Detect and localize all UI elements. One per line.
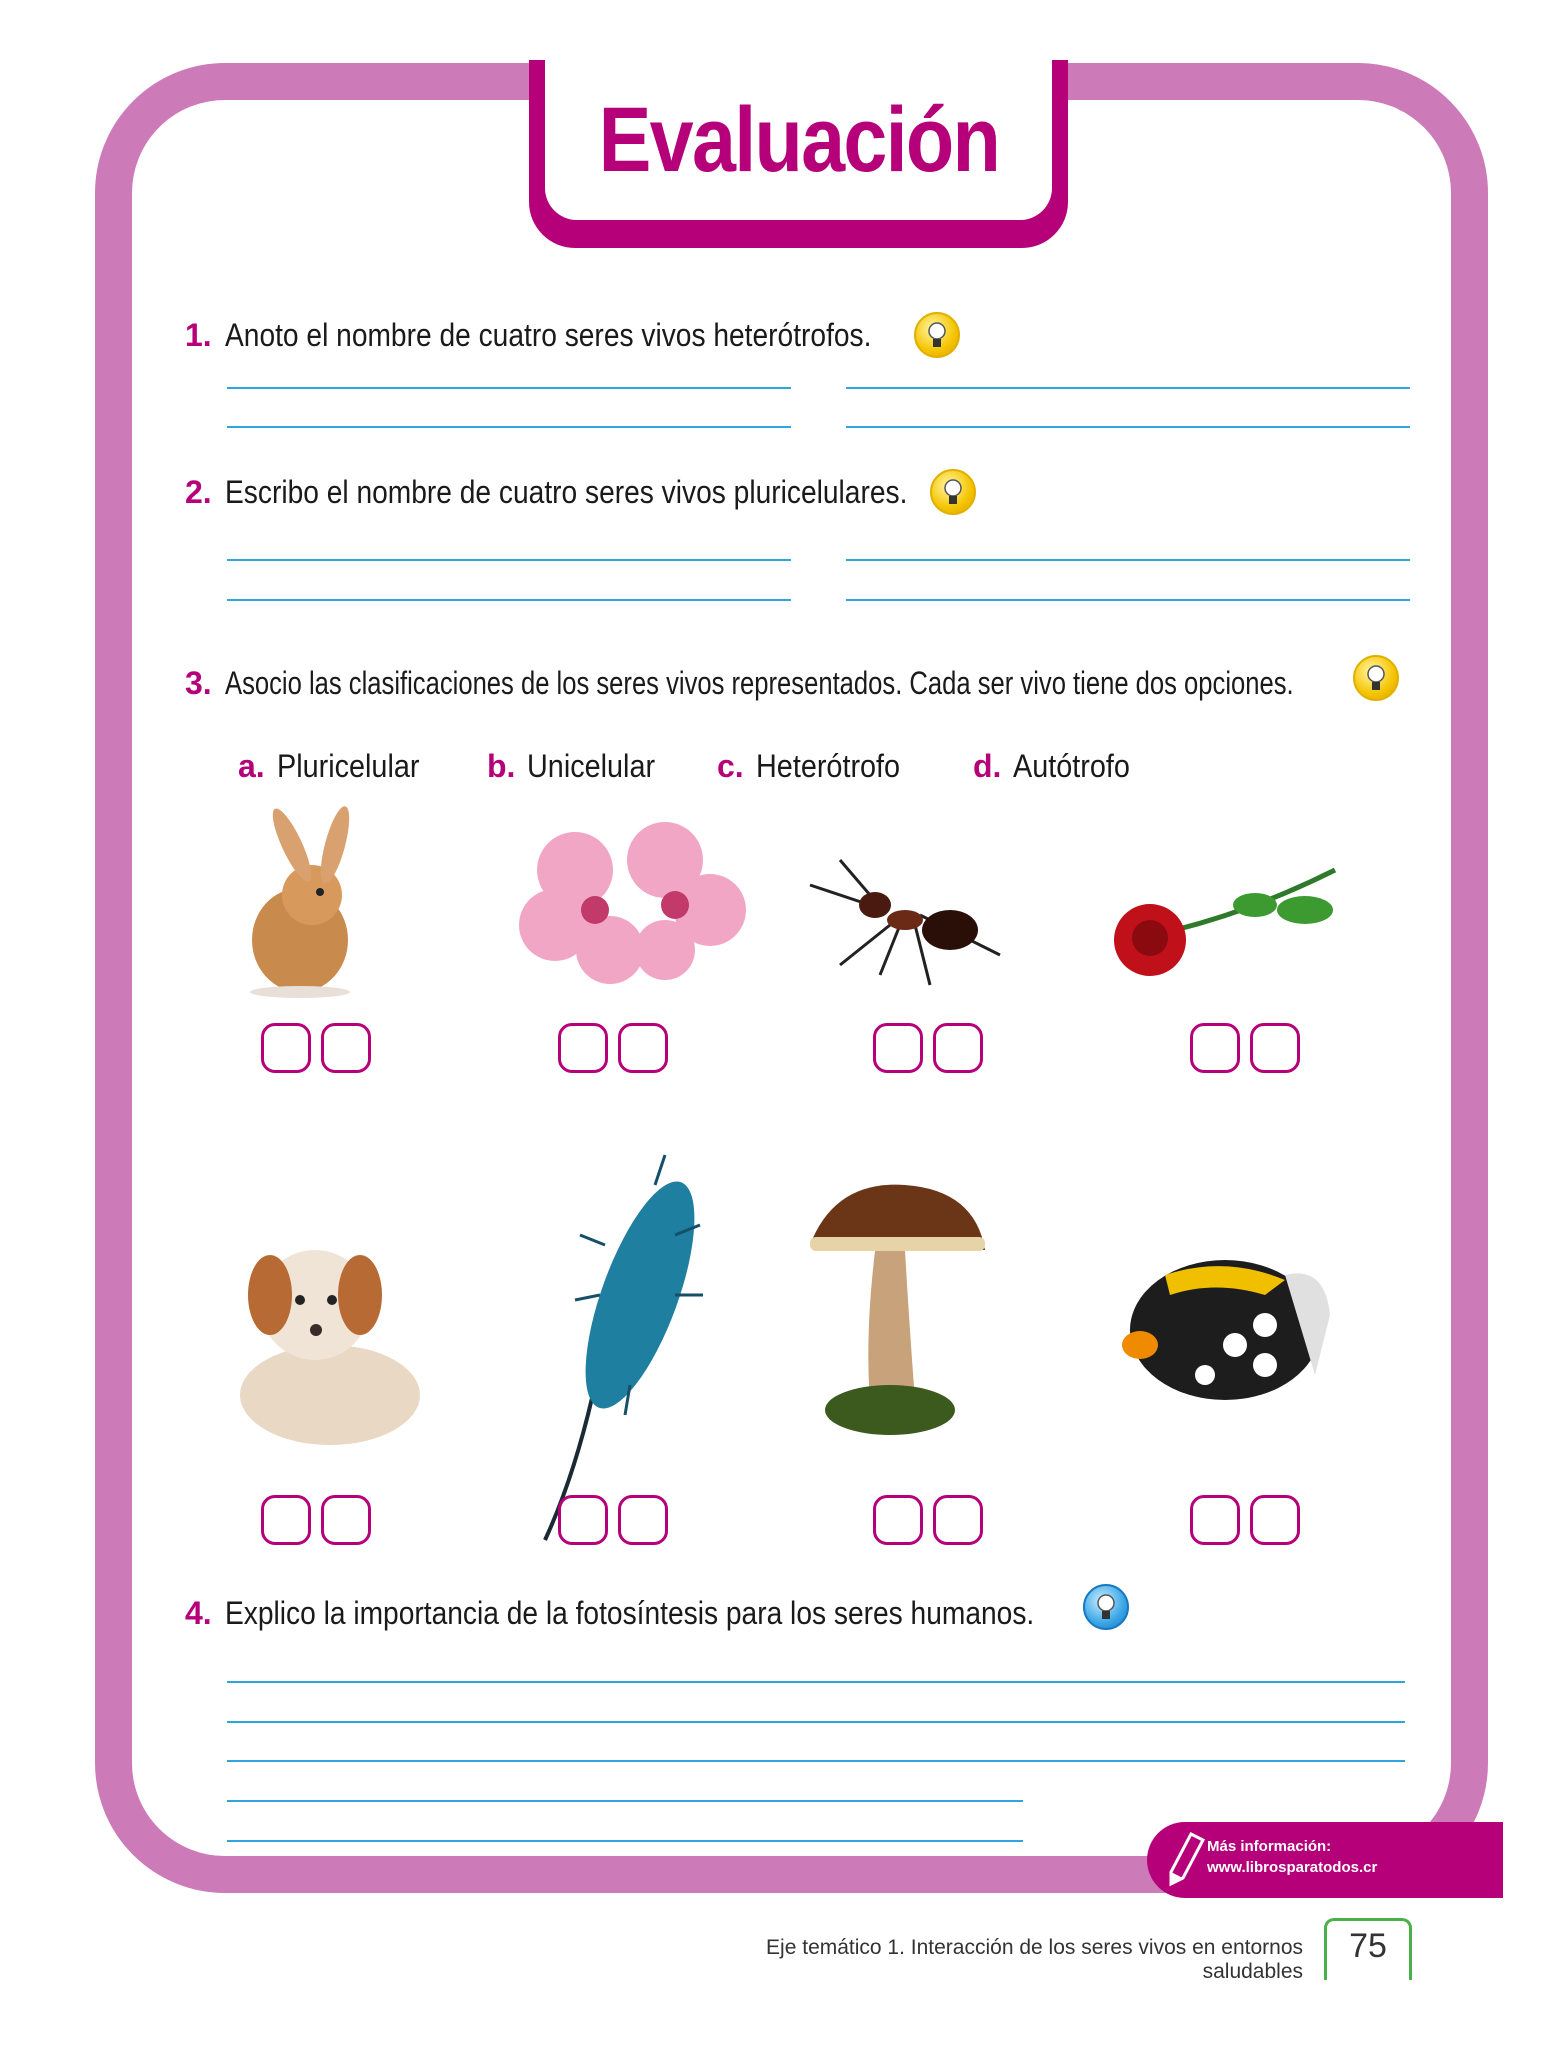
answer-box[interactable] [261,1023,311,1073]
title-tab [529,60,1068,248]
page-number: 75 [1324,1918,1412,1980]
answer-line[interactable] [846,559,1410,561]
answer-box[interactable] [321,1495,371,1545]
option-a: a. Pluricelular [238,748,420,784]
question-1: 1. Anoto el nombre de cuatro seres vivos heterótrofos. [185,312,960,358]
more-info-url[interactable]: www.librosparatodos.cr [1207,1859,1378,1876]
answer-line[interactable] [227,1800,1023,1802]
footer-text: Eje temático 1. Interacción de los seres vivos en entornos saludables [766,1936,1303,1983]
answer-line[interactable] [227,1681,1405,1683]
question-3: 3. Asocio las clasificaciones de los seres vivos representados. Cada ser vivo tiene dos opciones. [185,665,1399,702]
answer-line[interactable] [846,387,1410,389]
flower-image [515,815,750,990]
more-info-label: Más información: [1207,1838,1332,1855]
answer-line[interactable] [846,599,1410,601]
ant-image [800,855,1040,995]
option-c: c. Heterótrofo [717,748,900,784]
mushroom-image [765,1175,1010,1455]
lightbulb-icon [1353,655,1399,701]
answer-box[interactable] [558,1495,608,1545]
answer-line[interactable] [227,1760,1405,1762]
puppy-image [230,1225,445,1455]
fish-image [1115,1235,1345,1415]
answer-box[interactable] [321,1023,371,1073]
answer-box[interactable] [261,1495,311,1545]
answer-box[interactable] [1250,1023,1300,1073]
answer-box[interactable] [618,1023,668,1073]
option-b: b. Unicelular [487,748,656,784]
answer-line[interactable] [227,1721,1405,1723]
answer-box[interactable] [933,1023,983,1073]
lightbulb-icon [914,312,960,358]
answer-line[interactable] [227,599,791,601]
question-2: 2. Escribo el nombre de cuatro seres vivos pluricelulares. [185,469,976,515]
answer-line[interactable] [227,1840,1023,1842]
answer-box[interactable] [873,1023,923,1073]
answer-box[interactable] [933,1495,983,1545]
answer-line[interactable] [227,426,791,428]
answer-line[interactable] [227,387,791,389]
lightbulb-icon [930,469,976,515]
page-title: Evaluación [598,88,999,191]
answer-box[interactable] [618,1495,668,1545]
answer-box[interactable] [1190,1023,1240,1073]
answer-box[interactable] [1190,1495,1240,1545]
answer-box[interactable] [1250,1495,1300,1545]
rose-image [1105,860,1345,985]
more-info-banner [1147,1822,1503,1898]
answer-box[interactable] [558,1023,608,1073]
answer-line[interactable] [846,426,1410,428]
answer-line[interactable] [227,559,791,561]
rabbit-image [240,800,370,1000]
option-d: d. Autótrofo [973,748,1131,784]
bacterium-image [535,1145,735,1545]
question-4: 4. Explico la importancia de la fotosíntesis para los seres humanos. [185,1595,1129,1632]
lightbulb-icon [1083,1584,1129,1630]
answer-box[interactable] [873,1495,923,1545]
pencil-icon [1167,1830,1207,1890]
